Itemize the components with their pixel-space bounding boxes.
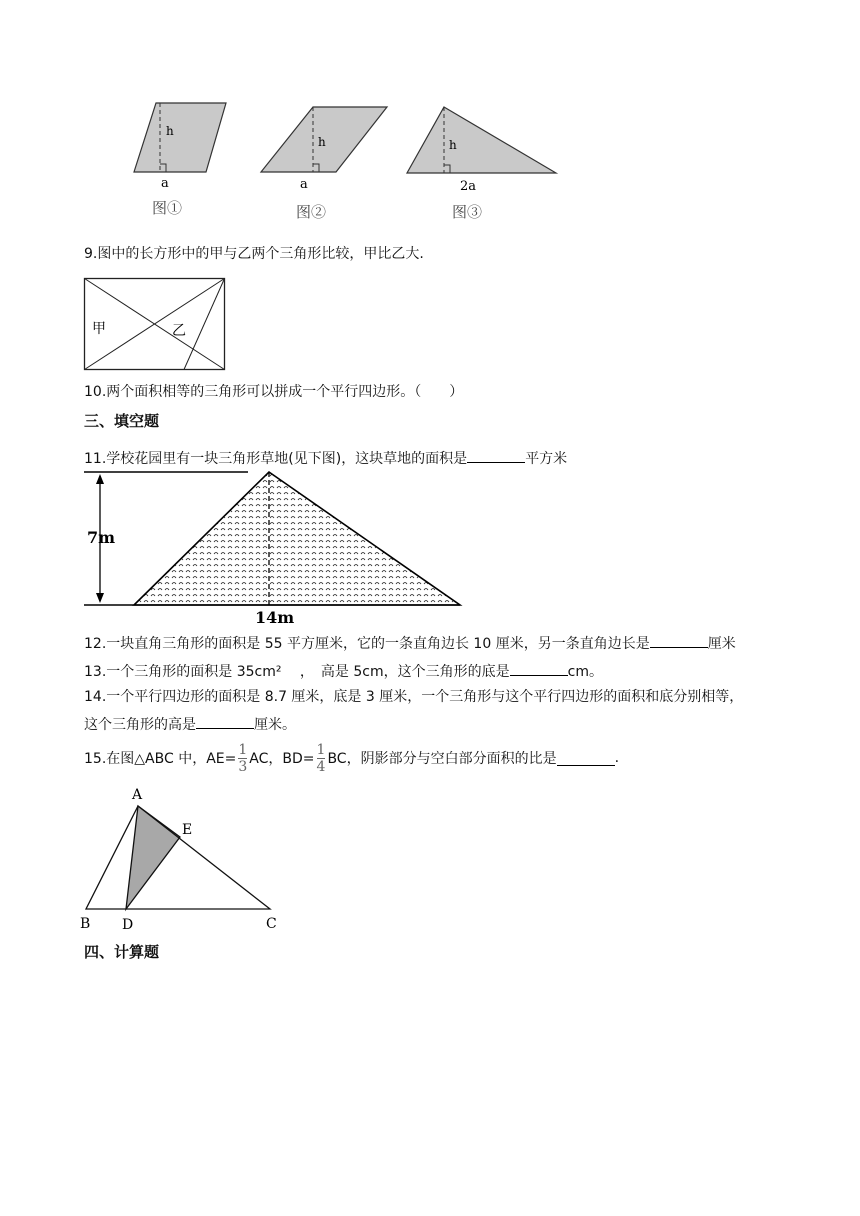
q11-triangle-figure	[80, 466, 470, 628]
question-12	[84, 633, 736, 653]
answer-blank-15[interactable]	[557, 751, 615, 766]
caption-fig3: 图③	[452, 203, 483, 221]
a-label-fig2: a	[300, 177, 308, 192]
question-14-line-2	[84, 714, 296, 734]
vertex-label-A: A	[132, 787, 143, 803]
top-figures	[0, 0, 860, 230]
section-3-title: 三、填空题	[84, 412, 160, 430]
label-jia: 甲	[92, 321, 106, 337]
answer-blank-12[interactable]	[650, 633, 708, 648]
q13-text: 13.一个三角形的面积是 35cm² ， 高是 5cm，这个三角形的底是	[84, 664, 510, 680]
q9-rectangle-figure	[80, 274, 230, 374]
question-15	[84, 741, 619, 775]
q13-unit: cm。	[567, 664, 603, 680]
triangle-ABC	[86, 806, 270, 909]
caption-fig2: 图②	[296, 203, 327, 221]
q12-text: 12.一块直角三角形的面积是 55 平方厘米，它的一条直角边长 10 厘米，另一条直角边长是	[84, 636, 650, 652]
frac1-numerator: 1	[238, 741, 248, 758]
q11-text: 11.学校花园里有一块三角形草地(见下图)，这块草地的面积是	[84, 451, 468, 467]
section-4-title: 四、计算题	[84, 943, 160, 961]
vertex-label-D: D	[122, 917, 134, 933]
q12-unit: 厘米	[707, 636, 736, 652]
q15-part-4: .	[614, 750, 620, 766]
q14-unit: 厘米。	[254, 717, 296, 733]
fraction-one-quarter	[317, 743, 326, 774]
shaded-triangle-ADE	[126, 806, 180, 909]
a-label-fig3: 2a	[460, 179, 477, 194]
frac1-denominator: 3	[238, 758, 248, 775]
frac2-denominator: 4	[316, 758, 326, 775]
base-label-14m: 14m	[255, 608, 295, 627]
answer-blank-13[interactable]	[510, 661, 568, 676]
a-label-fig1: a	[161, 176, 169, 191]
h-label-fig2: h	[318, 135, 326, 149]
question-10: 10.两个面积相等的三角形可以拼成一个平行四边形。（ ）	[84, 384, 464, 400]
frac2-numerator: 1	[316, 741, 326, 758]
q14-text: 这个三角形的高是	[84, 717, 196, 733]
q11-unit: 平方米	[525, 451, 568, 467]
parallelogram-fig1	[134, 103, 226, 172]
question-14-line-1: 14.一个平行四边形的面积是 8.7 厘米，底是 3 厘米，一个三角形与这个平行四边形的面积和底分别相等，	[84, 689, 744, 705]
fraction-one-third	[238, 743, 247, 774]
caption-fig1: 图①	[152, 199, 183, 217]
h-label-fig3: h	[449, 138, 457, 152]
question-13	[84, 661, 603, 681]
question-9: 9.图中的长方形中的甲与乙两个三角形比较，甲比乙大.	[84, 246, 424, 262]
grass-triangle	[134, 472, 460, 605]
answer-blank-11[interactable]	[467, 448, 525, 463]
h-label-fig1: h	[166, 124, 174, 138]
q15-part-3: BC，阴影部分与空白部分面积的比是	[327, 751, 557, 767]
triangle-fig3	[407, 107, 556, 173]
height-label-7m: 7m	[87, 528, 116, 547]
vertex-label-C: C	[266, 916, 277, 932]
vertex-label-B: B	[80, 916, 91, 932]
answer-blank-14[interactable]	[196, 714, 254, 729]
question-11	[84, 448, 567, 468]
q15-triangle-figure	[76, 782, 286, 934]
q15-part-2: AC，BD=	[249, 751, 315, 767]
q15-part-1: 15.在图△ABC 中，AE=	[84, 751, 237, 767]
label-yi: 乙	[172, 323, 186, 339]
vertex-label-E: E	[182, 822, 193, 838]
